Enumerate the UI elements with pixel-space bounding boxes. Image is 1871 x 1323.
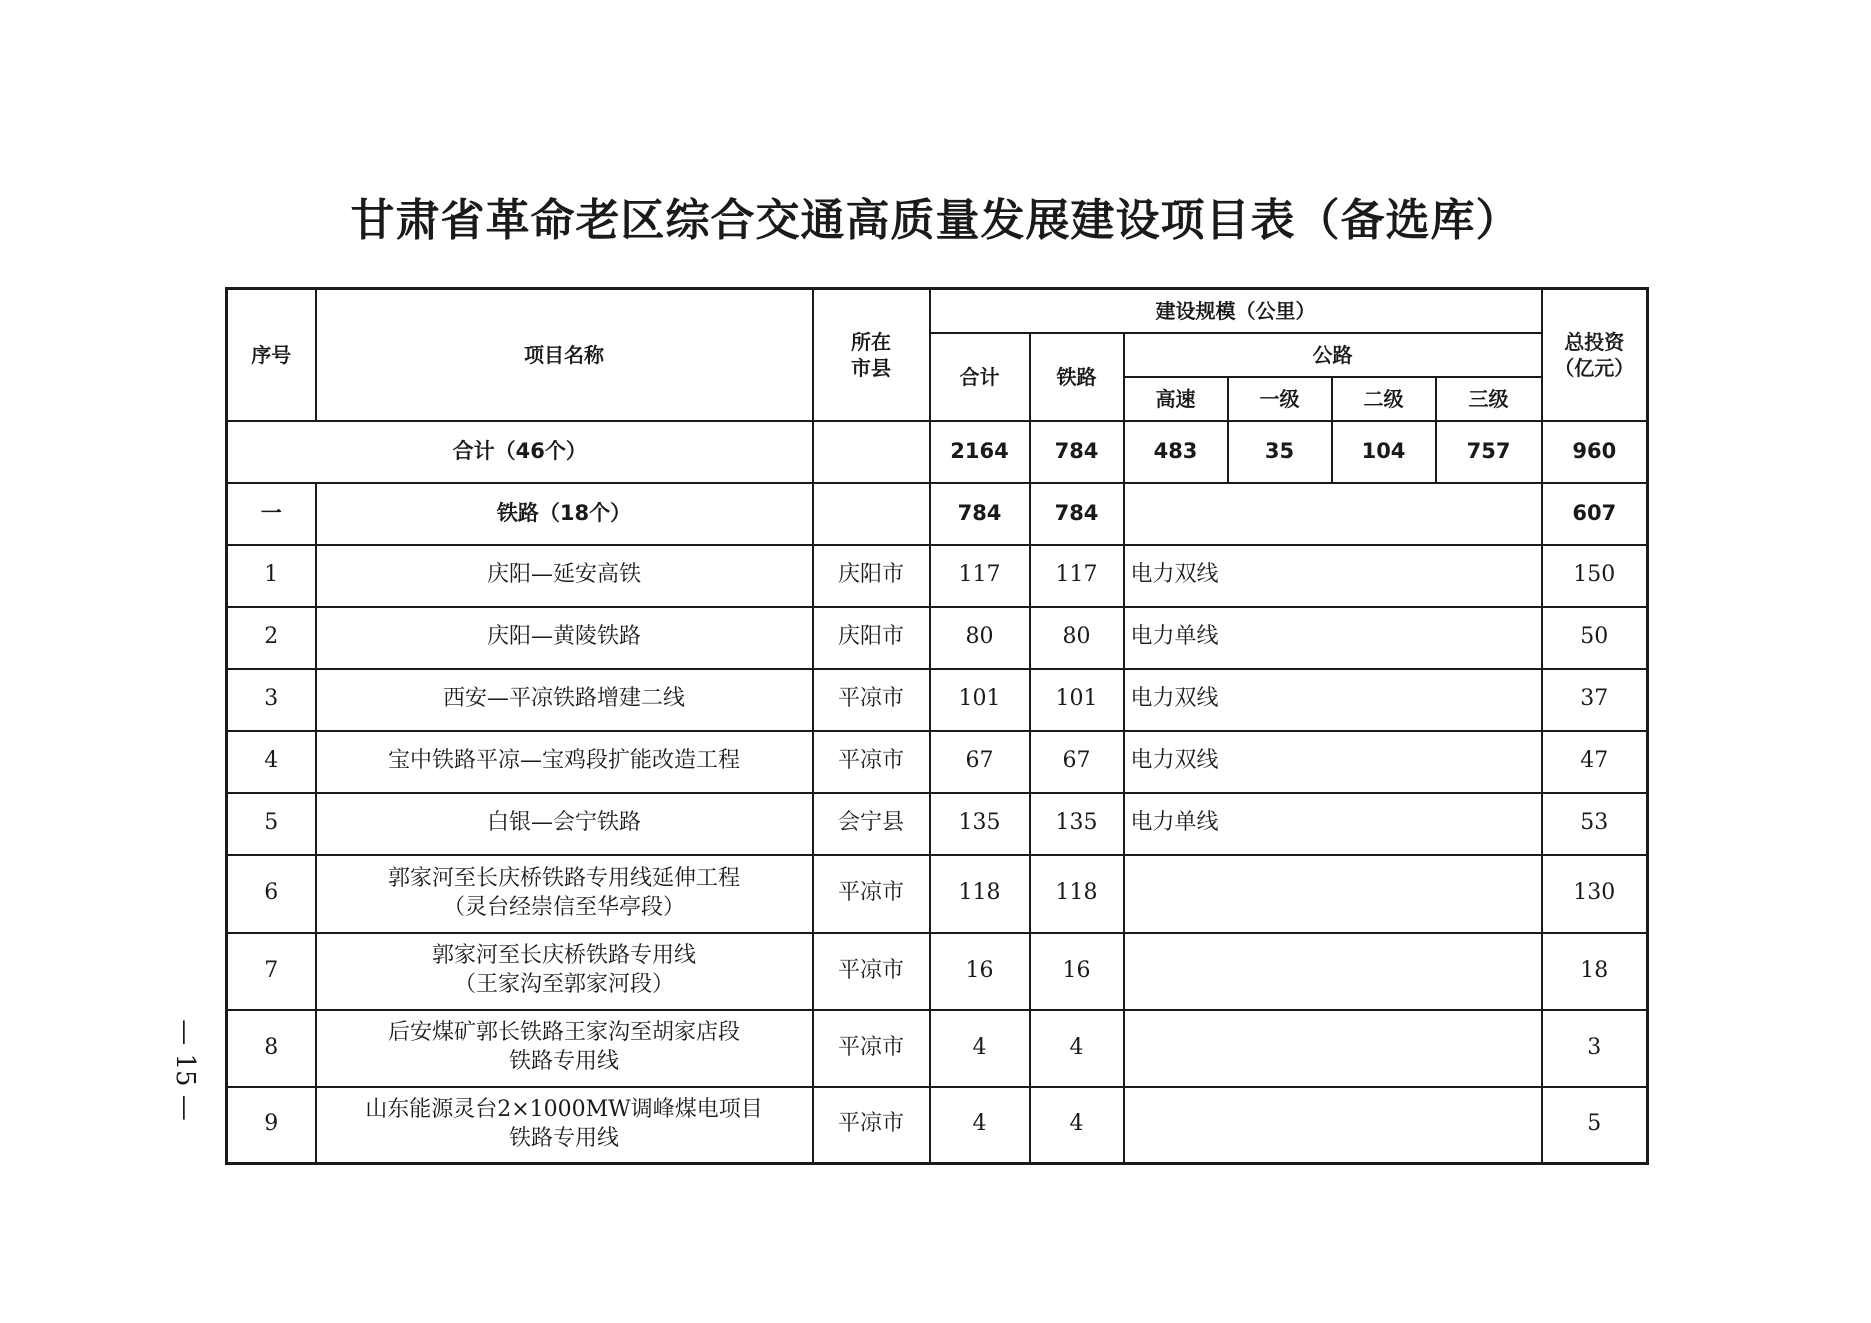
summary-location (813, 421, 930, 483)
row-railway: 4 (1030, 1010, 1124, 1087)
header-project-name: 项目名称 (316, 289, 813, 421)
row-investment: 53 (1542, 793, 1648, 855)
row-project-name-line2: 铁路专用线 (508, 1125, 619, 1151)
row-project-name-line2: （灵台经崇信至华亭段） (442, 894, 685, 920)
row-seq: 8 (227, 1010, 316, 1087)
row-total: 101 (930, 669, 1030, 731)
row-total: 4 (930, 1010, 1030, 1087)
header-total: 合计 (930, 333, 1030, 421)
header-railway: 铁路 (1030, 333, 1124, 421)
row-total: 80 (930, 607, 1030, 669)
category-label: 铁路（18个） (316, 483, 813, 545)
row-project-name (316, 855, 813, 933)
row-location: 平凉市 (813, 933, 930, 1010)
row-investment: 150 (1542, 545, 1648, 607)
row-railway: 117 (1030, 545, 1124, 607)
row-location: 平凉市 (813, 669, 930, 731)
row-project-name: 宝中铁路平凉—宝鸡段扩能改造工程 (316, 731, 813, 793)
row-location: 平凉市 (813, 1010, 930, 1087)
row-seq: 7 (227, 933, 316, 1010)
header-grade2: 二级 (1332, 377, 1436, 421)
row-investment: 130 (1542, 855, 1648, 933)
row-project-name-line2: （王家沟至郭家河段） (453, 972, 674, 997)
table-row (227, 933, 1648, 1010)
header-highway: 公路 (1124, 333, 1542, 377)
row-seq: 6 (227, 855, 316, 933)
row-railway: 80 (1030, 607, 1124, 669)
row-seq: 1 (227, 545, 316, 607)
row-project-name-line1: 后安煤矿郭长铁路王家沟至胡家店段 (387, 1020, 740, 1046)
summary-grade3: 757 (1436, 421, 1542, 483)
row-note (1124, 1010, 1542, 1087)
row-project-name (316, 933, 813, 1010)
row-project-name-line1: 郭家河至长庆桥铁路专用线延伸工程 (387, 865, 740, 891)
table-row (227, 855, 1648, 933)
row-note (1124, 855, 1542, 933)
row-project-name: 庆阳—黄陵铁路 (316, 607, 813, 669)
table-row (227, 669, 1648, 731)
table-row (227, 731, 1648, 793)
row-investment: 50 (1542, 607, 1648, 669)
row-investment: 18 (1542, 933, 1648, 1010)
row-total: 4 (930, 1087, 1030, 1164)
row-note: 电力双线 (1124, 731, 1542, 793)
row-project-name: 白银—会宁铁路 (316, 793, 813, 855)
row-note: 电力双线 (1124, 545, 1542, 607)
row-investment: 47 (1542, 731, 1648, 793)
row-location: 会宁县 (813, 793, 930, 855)
header-investment-text: 总投资（亿元） (1554, 329, 1635, 380)
category-railway: 784 (1030, 483, 1124, 545)
table-row (227, 1010, 1648, 1087)
category-row (227, 483, 1648, 545)
row-total: 67 (930, 731, 1030, 793)
row-seq: 2 (227, 607, 316, 669)
row-railway: 4 (1030, 1087, 1124, 1164)
page-number (160, 1010, 210, 1130)
summary-grade2: 104 (1332, 421, 1436, 483)
row-total: 16 (930, 933, 1030, 1010)
row-note: 电力双线 (1124, 669, 1542, 731)
row-seq: 4 (227, 731, 316, 793)
row-project-name (316, 1087, 813, 1164)
row-railway: 101 (1030, 669, 1124, 731)
row-investment: 5 (1542, 1087, 1648, 1164)
category-investment: 607 (1542, 483, 1648, 545)
table-row (227, 545, 1648, 607)
page-number-text: — 15 — (170, 1019, 200, 1121)
header-location (813, 289, 930, 421)
row-location: 平凉市 (813, 731, 930, 793)
summary-investment: 960 (1542, 421, 1648, 483)
row-project-name-line1: 山东能源灵台2×1000MW调峰煤电项目 (365, 1097, 763, 1123)
summary-row (227, 421, 1648, 483)
table-row (227, 793, 1648, 855)
row-investment: 37 (1542, 669, 1648, 731)
row-project-name (316, 1010, 813, 1087)
row-project-name: 庆阳—延安高铁 (316, 545, 813, 607)
row-location: 庆阳市 (813, 607, 930, 669)
project-table (225, 287, 1649, 1165)
header-grade1: 一级 (1228, 377, 1332, 421)
row-railway: 118 (1030, 855, 1124, 933)
category-total: 784 (930, 483, 1030, 545)
row-note (1124, 933, 1542, 1010)
summary-total: 2164 (930, 421, 1030, 483)
header-investment (1542, 289, 1648, 421)
row-project-name: 西安—平凉铁路增建二线 (316, 669, 813, 731)
row-project-name-line1: 郭家河至长庆桥铁路专用线 (431, 943, 696, 969)
header-scale: 建设规模（公里） (930, 289, 1542, 333)
document-title: 甘肃省革命老区综合交通高质量发展建设项目表（备选库） (350, 195, 1521, 246)
row-railway: 16 (1030, 933, 1124, 1010)
row-note (1124, 1087, 1542, 1164)
summary-label: 合计（46个） (227, 421, 813, 483)
row-railway: 135 (1030, 793, 1124, 855)
row-total: 117 (930, 545, 1030, 607)
table-row (227, 607, 1648, 669)
row-seq: 9 (227, 1087, 316, 1164)
summary-grade1: 35 (1228, 421, 1332, 483)
summary-expressway: 483 (1124, 421, 1228, 483)
row-note: 电力单线 (1124, 793, 1542, 855)
row-note: 电力单线 (1124, 607, 1542, 669)
row-total: 135 (930, 793, 1030, 855)
row-project-name-line2: 铁路专用线 (508, 1049, 619, 1074)
header-grade3: 三级 (1436, 377, 1542, 421)
summary-railway: 784 (1030, 421, 1124, 483)
row-total: 118 (930, 855, 1030, 933)
category-seq: 一 (227, 483, 316, 545)
row-seq: 5 (227, 793, 316, 855)
row-seq: 3 (227, 669, 316, 731)
header-expressway: 高速 (1124, 377, 1228, 421)
category-note (1124, 483, 1542, 545)
category-location (813, 483, 930, 545)
table-row (227, 1087, 1648, 1164)
header-seq: 序号 (227, 289, 316, 421)
row-investment: 3 (1542, 1010, 1648, 1087)
row-railway: 67 (1030, 731, 1124, 793)
row-location: 庆阳市 (813, 545, 930, 607)
row-location: 平凉市 (813, 1087, 930, 1164)
row-location: 平凉市 (813, 855, 930, 933)
header-location-text: 所在市县 (851, 329, 891, 380)
